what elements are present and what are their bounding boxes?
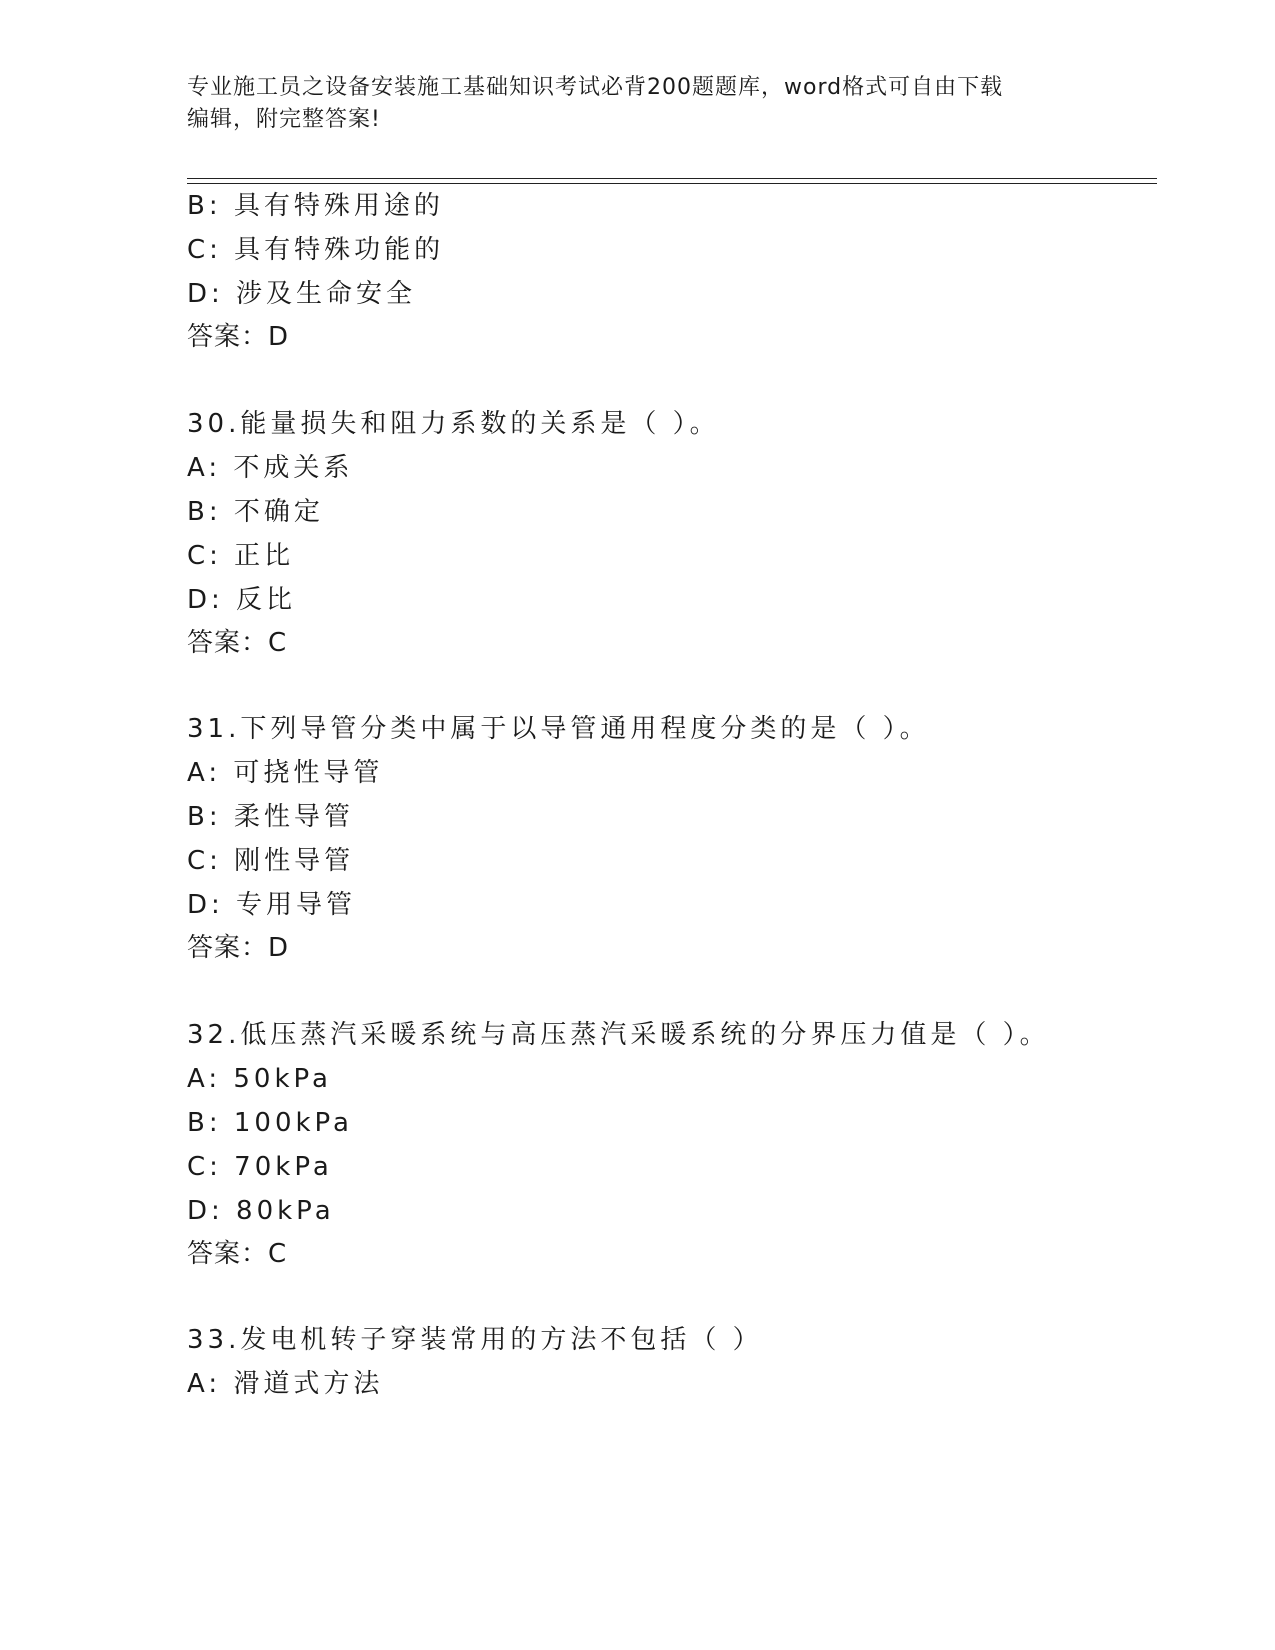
- header-divider-bottom: [187, 183, 1157, 184]
- q29-option-d: D: 涉及生命安全: [187, 279, 417, 309]
- q29-answer: 答案：D: [187, 322, 290, 352]
- q30-option-d: D: 反比: [187, 585, 297, 615]
- q30-question: 30.能量损失和阻力系数的关系是（ ）。: [187, 409, 720, 439]
- q32-option-a: A: 50kPa: [187, 1064, 332, 1094]
- q29-option-c: C: 具有特殊功能的: [187, 235, 445, 265]
- header-title-line-1: 专业施工员之设备安装施工基础知识考试必背200题题库，word格式可自由下载: [187, 75, 1004, 100]
- q32-option-c: C: 70kPa: [187, 1152, 333, 1182]
- q30-option-c: C: 正比: [187, 541, 295, 571]
- q31-option-d: D: 专用导管: [187, 890, 357, 920]
- q30-answer: 答案：C: [187, 628, 288, 658]
- q31-option-a: A: 可挠性导管: [187, 758, 384, 788]
- q30-option-b: B: 不确定: [187, 497, 324, 527]
- q33-question: 33.发电机转子穿装常用的方法不包括（ ）: [187, 1325, 763, 1355]
- q31-question: 31.下列导管分类中属于以导管通用程度分类的是（ ）。: [187, 714, 930, 744]
- header-divider-top: [187, 178, 1157, 179]
- q31-option-b: B: 柔性导管: [187, 802, 354, 832]
- q33-option-a: A: 滑道式方法: [187, 1369, 384, 1399]
- q32-option-b: B: 100kPa: [187, 1108, 353, 1138]
- document-header: [187, 72, 1087, 136]
- q29-option-b: B: 具有特殊用途的: [187, 191, 444, 221]
- q30-option-a: A: 不成关系: [187, 453, 354, 483]
- q31-option-c: C: 刚性导管: [187, 846, 355, 876]
- q32-answer: 答案：C: [187, 1239, 288, 1269]
- header-title-line-2: 编辑，附完整答案!: [187, 107, 381, 132]
- q31-answer: 答案：D: [187, 933, 290, 963]
- q32-question: 32.低压蒸汽采暖系统与高压蒸汽采暖系统的分界压力值是（ ）。: [187, 1020, 1050, 1050]
- q32-option-d: D: 80kPa: [187, 1196, 335, 1226]
